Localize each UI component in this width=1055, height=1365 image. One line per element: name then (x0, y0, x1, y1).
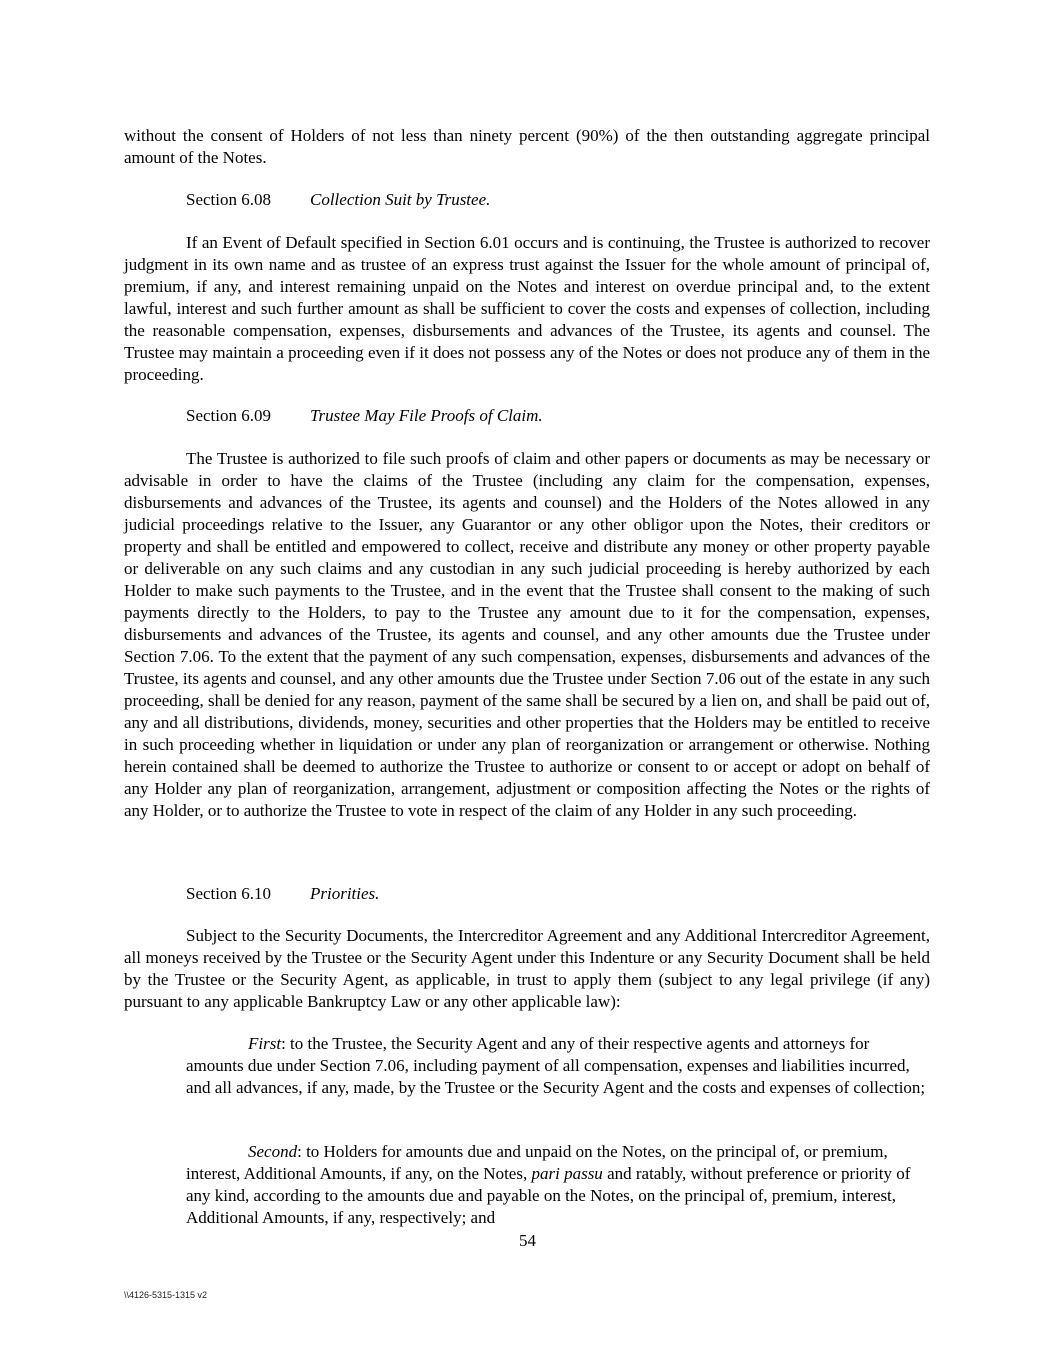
priority-second-text-b: and ratably, without preference or priority of any kind, according to the amounts due and payable on the Notes, on the principal of, premium, interest, Additional Amounts, if any, respectively; and (186, 1164, 911, 1227)
section-6-08-heading (186, 189, 490, 211)
page-number: 54 (519, 1231, 536, 1250)
priority-first-paragraph (186, 1033, 931, 1099)
section-title: Trustee May File Proofs of Claim. (310, 406, 543, 425)
section-number: Section 6.08 (186, 190, 271, 209)
section-6-10-body: Subject to the Security Documents, the Intercreditor Agreement and any Additional Intercreditor Agreement, all moneys received by the Trustee or the Security Agent under this Indenture or any Security Document shall be held by the Trustee or the Security Agent, as applicable, in trust to apply them (subject to any legal privilege (if any) pursuant to any applicable Bankruptcy Law or any other applicable law): (124, 926, 930, 1011)
intro-paragraph: without the consent of Holders of not less than ninety percent (90%) of the then outstanding aggregate principal amount of the Notes. (124, 126, 930, 167)
priority-second-text-a: : to Holders for amounts due and unpaid on the Notes, on the principal of, or premium, interest, Additional Amounts, if any, on the Notes, (186, 1142, 888, 1183)
section-6-09-heading (186, 405, 543, 427)
section-title: Collection Suit by Trustee. (310, 190, 491, 209)
section-number: Section 6.09 (186, 406, 271, 425)
pari-passu-term: pari passu (531, 1164, 603, 1183)
document-footer-id: \\4126-5315-1315 v2 (124, 1290, 208, 1300)
section-number: Section 6.10 (186, 884, 271, 903)
section-6-10-heading (186, 883, 379, 905)
priority-second-paragraph (186, 1141, 931, 1229)
section-6-08-body: If an Event of Default specified in Section 6.01 occurs and is continuing, the Trustee is authorized to recover judgment in its own name and as trustee of an express trust against the Issuer for the whole amount of principal of, premium, if any, and interest remaining unpaid on the Notes and interest on overdue principal and, to the extent lawful, interest and such further amount as shall be sufficient to cover the costs and expenses of collection, including the reasonable compensation, expenses, disbursements and advances of the Trustee, its agents and counsel. The Trustee may maintain a proceeding even if it does not possess any of the Notes or does not produce any of them in the proceeding. (124, 233, 930, 384)
priority-second-label: Second (248, 1142, 298, 1161)
section-title: Priorities. (310, 884, 380, 903)
section-6-09-body: The Trustee is authorized to file such proofs of claim and other papers or documents as may be necessary or advisable in order to have the claims of the Trustee (including any claim for the compensation, expenses, disbursements and advances of the Trustee, its agents and counsel) and the Holders of the Notes allowed in any judicial proceedings relative to the Issuer, any Guarantor or any other obligor upon the Notes, their creditors or property and shall be entitled and empowered to collect, receive and distribute any money or other property payable or deliverable on any such claims and any custodian in any such judicial proceeding is hereby authorized by each Holder to make such payments to the Trustee, and in the event that the Trustee shall consent to the making of such payments directly to the Holders, to pay to the Trustee any amount due to it for the compensation, expenses, disbursements and advances of the Trustee, its agents and counsel, and any other amounts due the Trustee under Section 7.06. To the extent that the payment of any such compensation, expenses, disbursements and advances of the Trustee, its agents and counsel, and any other amounts due the Trustee under Section 7.06 out of the estate in any such proceeding, shall be denied for any reason, payment of the same shall be secured by a lien on, and shall be paid out of, any and all distributions, dividends, money, securities and other properties that the Holders may be entitled to receive in such proceeding whether in liquidation or under any plan of reorganization or arrangement or otherwise. Nothing herein contained shall be deemed to authorize the Trustee to authorize or consent to or accept or adopt on behalf of any Holder any plan of reorganization, arrangement, adjustment or composition affecting the Notes or the rights of any Holder, or to authorize the Trustee to vote in respect of the claim of any Holder in any such proceeding. (124, 449, 930, 820)
priority-first-label: First (248, 1034, 282, 1053)
priority-first-text: : to the Trustee, the Security Agent and any of their respective agents and attorneys for amounts due under Section 7.06, including payment of all compensation, expenses and liabilities incurred, and all advances, if any, made, by the Trustee or the Security Agent and the costs and expenses of collection; (186, 1034, 926, 1097)
